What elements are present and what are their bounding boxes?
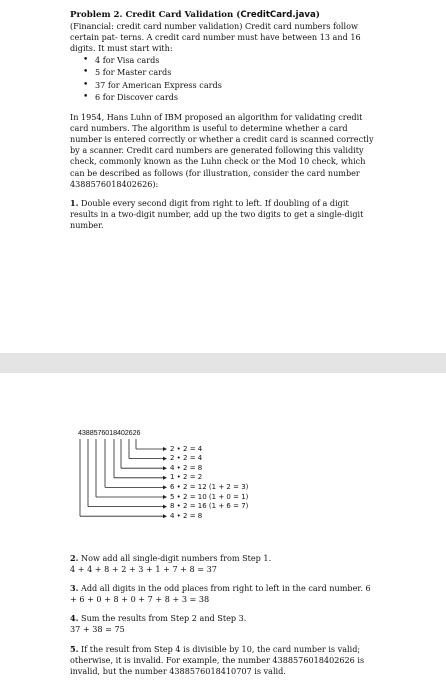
diagram-step-label: 1 • 2 = 2 xyxy=(170,473,203,482)
diagram-card-number: 4388576018402626 xyxy=(78,428,141,437)
problem-title xyxy=(70,10,376,21)
step-text: If the result from Step 4 is divisible by 10, the card number is valid; otherwise, it is invalid. For example, the number 4388576018402626 is invalid, but the number 4388576018410707 is valid. xyxy=(70,643,365,676)
step-text: Sum the results from Step 2 and Step 3. xyxy=(78,613,247,624)
step-2-sum: 4 + 4 + 8 + 2 + 3 + 1 + 7 + 8 = 37 xyxy=(70,564,217,575)
arrow-head-icon xyxy=(163,457,167,461)
title-prefix: Problem 2. Credit Card Validation ( xyxy=(70,10,241,20)
step-number: 2. xyxy=(70,553,79,563)
diagram-step-label: 8 • 2 = 16 (1 + 6 = 7) xyxy=(170,502,249,511)
step-text: Add all digits in the odd places from right to left in the card number. 6 + 6 + 0 + 8 + 0 + 7 + 8 + 3 = 38 xyxy=(70,583,371,605)
diagram-step-label: 2 • 2 = 4 xyxy=(170,454,203,463)
step-4-sum: 37 + 38 = 75 xyxy=(70,624,125,635)
title-suffix: ) xyxy=(315,10,320,20)
list-item: • 6 for Discover cards xyxy=(83,91,376,103)
diagram-step-label: 4 • 2 = 8 xyxy=(170,511,203,520)
arrow-head-icon xyxy=(163,495,167,499)
list-item: • 4 for Visa cards xyxy=(83,54,376,66)
step-text: Now add all single-digit numbers from Step 1. xyxy=(78,553,272,563)
step-text: Double every second digit from right to left. If doubling of a digit results in a two-digit number, add up the two digits to get a single-digit number. xyxy=(70,197,364,230)
step-number: 3. xyxy=(70,583,79,594)
diagram-step-label: 6 • 2 = 12 (1 + 2 = 3) xyxy=(170,482,249,491)
card-prefix-list xyxy=(70,54,376,103)
document-page-2 xyxy=(0,373,446,700)
luhn-paragraph: In 1954, Hans Luhn of IBM proposed an algorithm for validating credit card numbers. The algorithm is useful to determine whether a card number is entered correctly or whether a credit card is scanned correctly by a scanner. Credit card numbers are generated following this validity check, commonly known as the Luhn check or the Mod 10 check, which can be described as follows (for illustration, consider the card number 4388576018402626): xyxy=(70,112,374,189)
luhn-diagram xyxy=(74,428,304,573)
arrow-head-icon xyxy=(163,447,167,451)
diagram-step-label: 4 • 2 = 8 xyxy=(170,463,203,472)
diagram-step-label: 2 • 2 = 4 xyxy=(170,444,203,453)
arrow-head-icon xyxy=(163,476,167,480)
step-1 xyxy=(70,198,376,231)
diagram-step-label: 5 • 2 = 10 (1 + 0 = 1) xyxy=(170,492,249,501)
title-filename: CreditCard.java xyxy=(240,10,316,20)
step-number: 5. xyxy=(70,643,79,654)
steps-2-5 xyxy=(70,553,376,677)
arrow-head-icon xyxy=(163,485,167,489)
step-5 xyxy=(70,644,376,677)
list-item: • 37 for American Express cards xyxy=(83,79,376,91)
step-3 xyxy=(70,583,376,605)
list-item: • 5 for Master cards xyxy=(83,66,376,78)
step-number: 1. xyxy=(70,197,79,208)
step-4 xyxy=(70,613,376,624)
arrow-head-icon xyxy=(163,514,167,518)
intro-paragraph: (Financial: credit card number validation) Credit card numbers follow certain pat- terns. A credit card number must have between 13 and 16 digits. It must start with: xyxy=(70,21,361,54)
step-number: 4. xyxy=(70,613,79,624)
arrow-head-icon xyxy=(163,505,167,509)
arrow-head-icon xyxy=(163,466,167,470)
step-2 xyxy=(70,553,376,564)
